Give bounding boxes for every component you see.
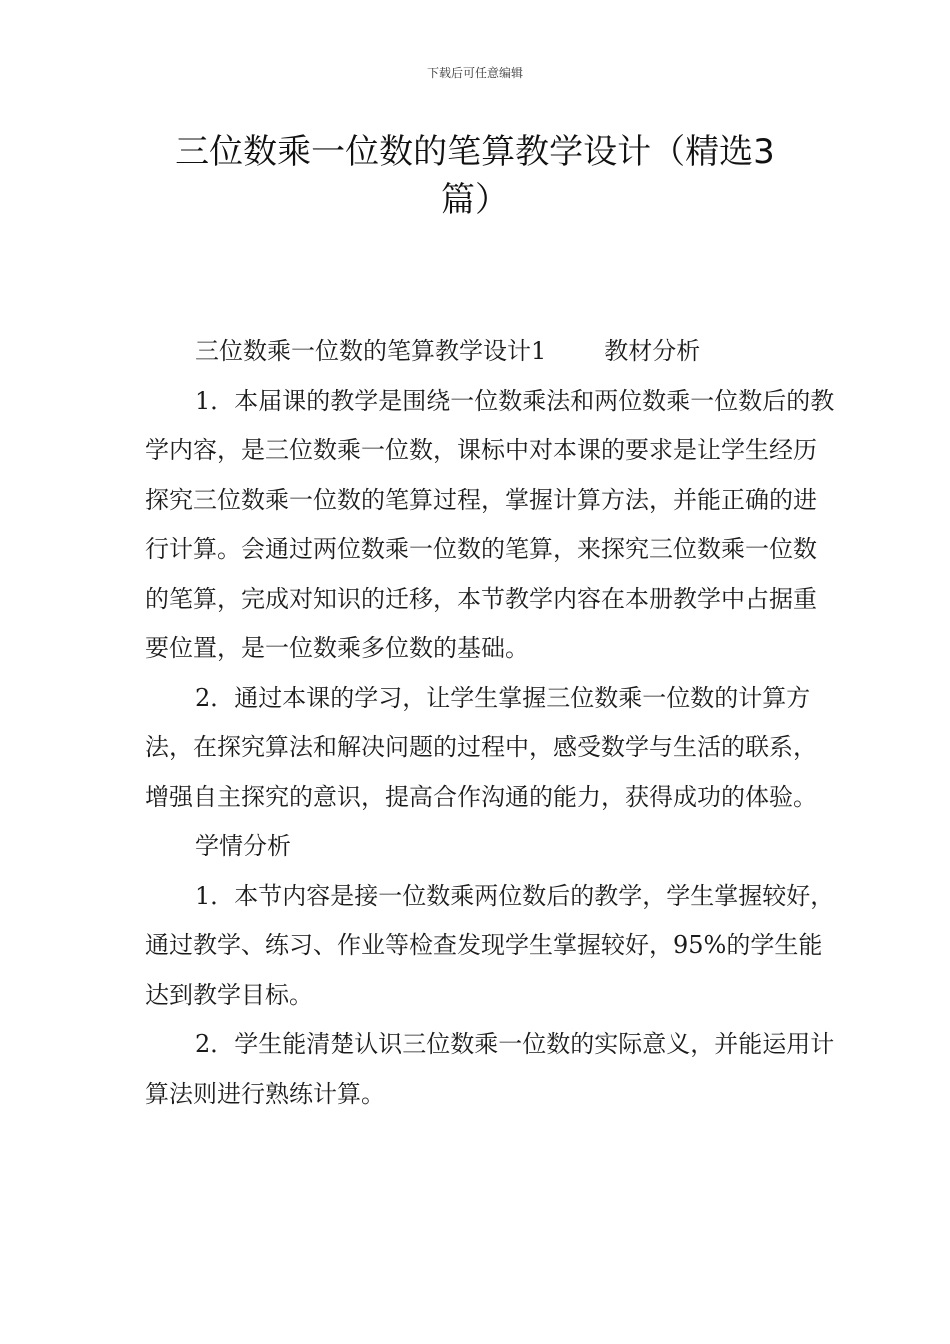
paragraph-2: 2．通过本课的学习，让学生掌握三位数乘一位数的计算方法，在探究算法和解决问题的过程中，感受数学与生活的联系，增强自主探究的意识，提高合作沟通的能力，获得成功的体验。 [145,683,817,811]
intro-line [145,327,835,377]
paragraph-4: 2．学生能清楚认识三位数乘一位数的实际意义，并能运用计算法则进行熟练计算。 [145,1030,835,1108]
page-header-note: 下载后可任意编辑 [426,66,523,80]
section-heading-materials: 教材分析 [604,337,701,365]
intro-doc-title: 三位数乘一位数的笔算教学设计1 [195,337,547,365]
paragraph-3: 1．本节内容是接一位数乘两位数后的教学，学生掌握较好，通过教学、练习、作业等检查发现学生掌握较好，95%的学生能达到教学目标。 [145,881,835,1009]
document-title: 三位数乘一位数的笔算教学设计（精选3篇） [175,132,775,220]
paragraph-1: 1．本届课的教学是围绕一位数乘法和两位数乘一位数后的教学内容，是三位数乘一位数，课标中对本课的要求是让学生经历探究三位数乘一位数的笔算过程，掌握计算方法，并能正确的进行计算。会通过两位数乘一位数的笔算，来探究三位数乘一位数的笔算，完成对知识的迁移，本节教学内容在本册教学中占据重要位置，是一位数乘多位数的基础。 [145,386,835,662]
document-body [145,327,835,1119]
section-heading-students: 学情分析 [195,832,291,860]
